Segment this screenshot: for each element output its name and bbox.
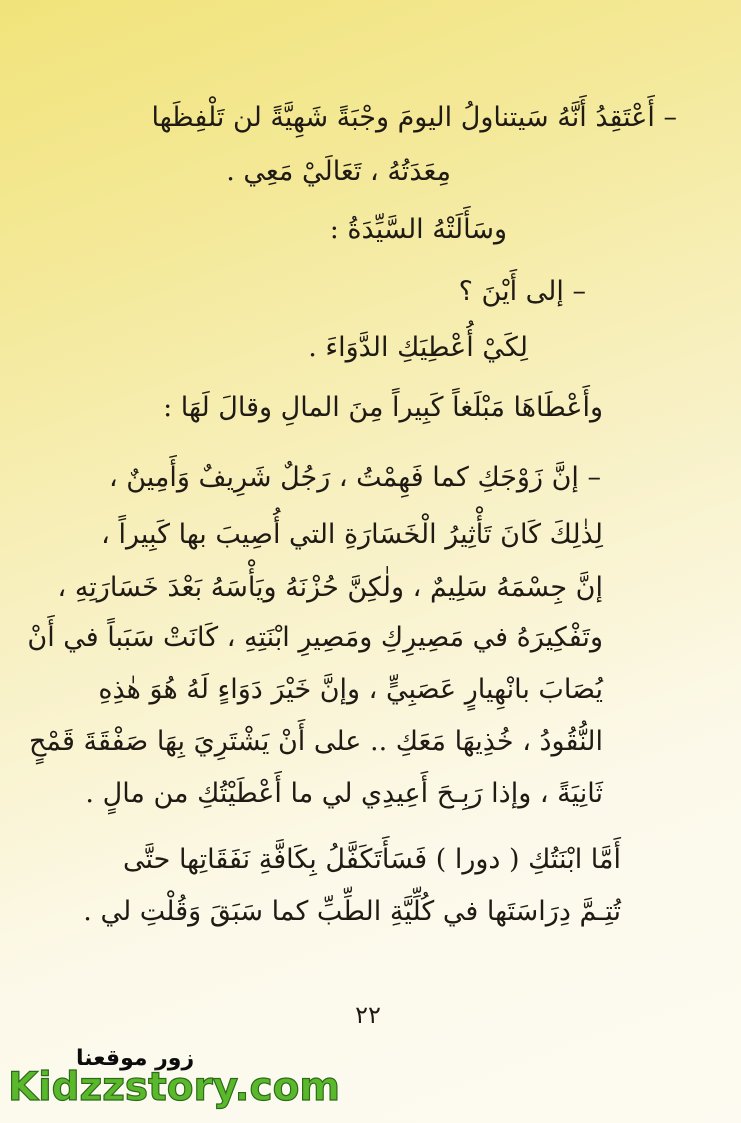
text-line-11: يُصَابَ بانْهِيارٍ عَصَبِيٍّ ، وإنَّ خَيْرَ دَوَاءٍ لَهُ هُوَ هٰذِهِ xyxy=(98,674,603,705)
text-line-10: وتَفْكِيرَهُ في مَصِيرِكِ ومَصِيرِ ابْنَتِهِ ، كَانَتْ سَبَباً في أَنْ xyxy=(27,622,603,653)
text-line-5: لِكَيْ أُعْطِيَكِ الدَّوَاءَ . xyxy=(308,332,528,363)
text-line-7: – إنَّ زَوْجَكِ كما فَهِمْتُ ، رَجُلٌ شَرِيفٌ وَأَمِينٌ ، xyxy=(108,462,601,493)
text-line-6: وأَعْطَاهَا مَبْلَغاً كَبِيراً مِنَ المالِ وقالَ لَهَا : xyxy=(163,392,603,423)
site-tagline: زور موقعنا xyxy=(76,1046,195,1071)
text-line-1: – أَعْتَقِدُ أَنَّهُ سَيتناولُ اليومَ وجْبَةً شَهِيَّةً لن تَلْفِظَها xyxy=(151,102,677,133)
text-line-8: لِذٰلِكَ كَانَ تَأْثِيرُ الْخَسَارَةِ التي أُصِيبَ بها كَبِيراً ، xyxy=(101,519,603,550)
site-logo-text[interactable]: Kidzzstory.com xyxy=(8,1065,340,1110)
text-line-4: – إلى أَيْنَ ؟ xyxy=(458,276,586,307)
text-line-13: ثَانِيَةً ، وإذا رَبِـحَ أَعِيدِي لي ما أَعْطَيْتُكِ من مالٍ . xyxy=(85,778,603,809)
text-line-15: تُتِـمَّ دِرَاسَتَها في كُلِّيَّةِ الطِّبِّ كما سَبَقَ وَقُلْتِ لي . xyxy=(83,896,621,927)
text-line-9: إنَّ جِسْمَهُ سَلِيمٌ ، ولٰكِنَّ حُزْنَهُ ويَأْسَهُ بَعْدَ خَسَارَتِهِ ، xyxy=(57,572,603,603)
text-line-2: مِعَدَتُهُ ، تَعَالَيْ مَعِي . xyxy=(226,156,451,187)
text-line-14: أَمَّا ابْنَتُكِ ( دورا ) فَسَأَتَكَفَّلُ بِكَافَّةِ نَفَقَاتِها حتَّى xyxy=(123,844,621,875)
text-line-12: النُّقُودُ ، خُذِيهَا مَعَكِ .. على أَنْ يَشْتَرِيَ بِهَا صَفْقَةَ قَمْحٍ xyxy=(28,726,603,757)
page-number: ٢٢ xyxy=(355,1001,381,1029)
text-line-3: وسَأَلَتْهُ السَّيِّدَةُ : xyxy=(329,214,507,245)
